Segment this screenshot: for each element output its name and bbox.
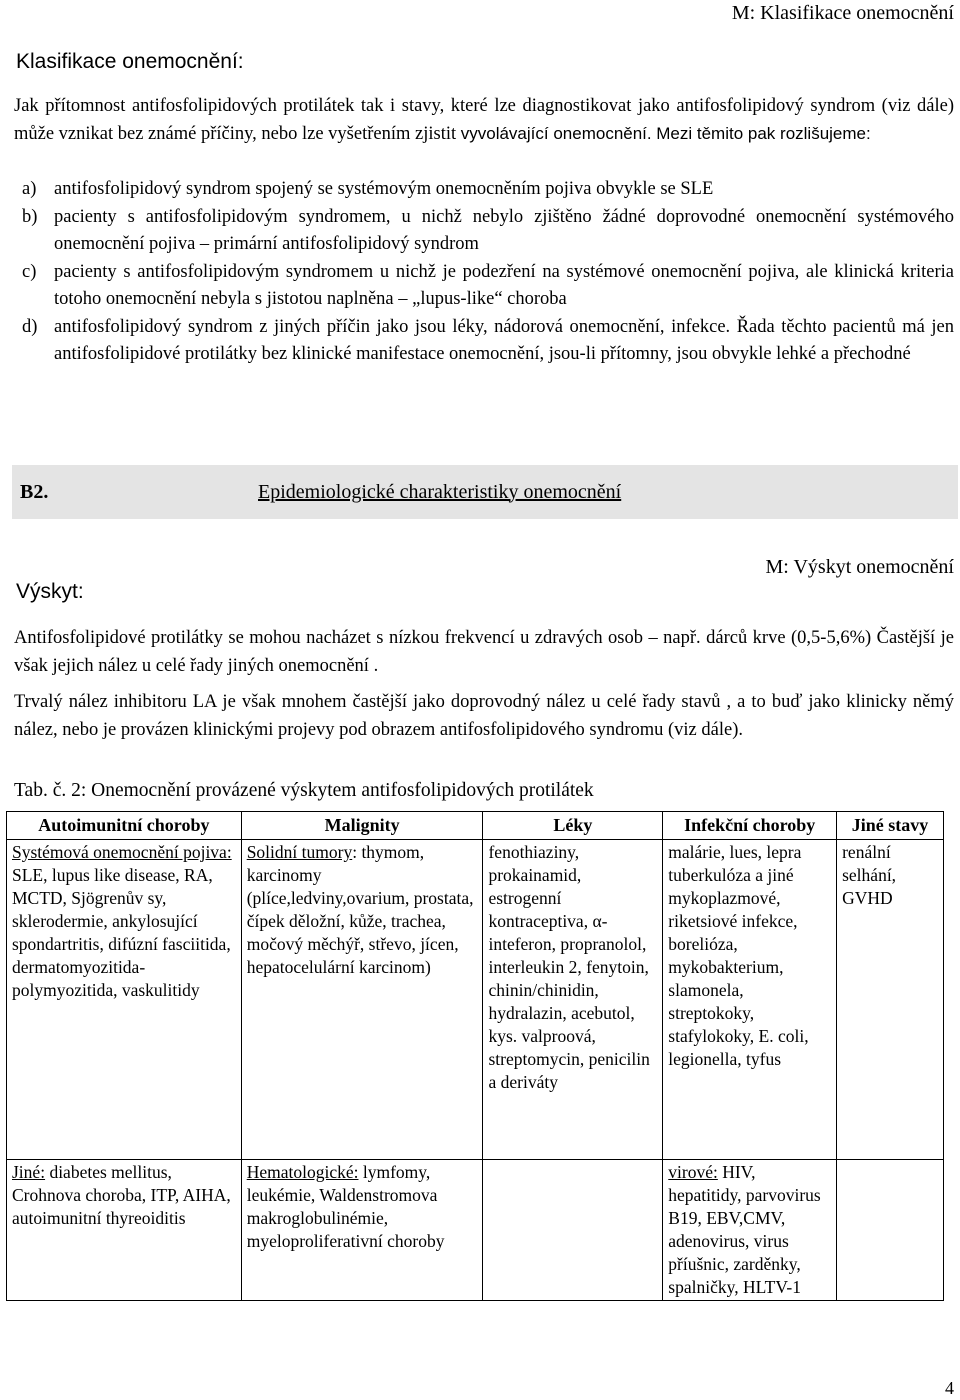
column-header: Jiné stavy [837,812,944,840]
table-cell-malignity [241,840,483,1160]
occurrence-paragraph-1: Antifosfolipidové protilátky se mohou nacházet s nízkou frekvencí u zdravých osob – např. dárců krve (0,5-5,6%) Častější je však jejich nález u celé řady jiných onemocnění . [14,628,954,676]
cell-label: Jiné: [12,1162,46,1182]
cell-label: Solidní tumory [246,842,353,862]
list-item-text: pacienty s antifosfolipidovým syndromem u nichž je podezření na systémové onemocnění pojiva, ale klinická kriteria totoho onemocnění nebyla s jistotou naplněna – „lupus-like“ choroba [54,261,954,309]
list-item [14,204,954,259]
table-cell-autoimmune [7,1160,242,1301]
table-cell-infections: malárie, lues, lepra tuberkulóza a jiné mykoplazmové, riketsiové infekce, borelióza, mykobakterium, slamonela, streptokoky, stafylokoky, E. coli, legionella, tyfus [663,840,837,1160]
table-row [7,840,944,1160]
list-item-text: antifosfolipidový syndrom spojený se systémovým onemocněním pojiva obvykle se SLE [54,179,714,199]
table-cell-other [837,1160,944,1301]
table-cell-drugs [483,1160,663,1301]
table-cell-autoimmune [7,840,242,1160]
cell-text: : thymom, karcinomy (plíce,ledviny,ovarium, prostata, čípek děložní, kůže, trachea, močový měchýř, střevo, jícen, hepatocelulární karcinom) [246,842,474,977]
list-item-label: a) [22,179,37,199]
classification-list [14,176,954,369]
table-cell-infections [663,1160,837,1301]
column-header: Infekční choroby [663,812,837,840]
intro-tail-text: Mezi těmito pak rozlišujeme: [656,124,871,143]
list-item [14,314,954,369]
cell-label: virové: [668,1162,718,1182]
column-header: Léky [483,812,663,840]
table-caption: Tab. č. 2: Onemocnění provázené výskytem antifosfolipidových protilátek [14,780,594,801]
section-header-band [12,465,958,519]
list-item-text: pacienty s antifosfolipidovým syndromem, u nichž nebylo zjištěno žádné doprovodné onemocnění systémového onemocnění pojiva – primární antifosfolipidový syndrom [54,206,954,254]
classification-heading: Klasifikace onemocnění: [16,50,244,73]
occurrence-heading: Výskyt: [16,580,84,603]
conditions-table [6,811,944,1301]
list-item-text: antifosfolipidový syndrom z jiných příčin jako jsou léky, nádorová onemocnění, infekce. Řada těchto pacientů má jen antifosfolipidové protilátky bez klinické manifestace onemocnění, jsou-li přítomny, jsou obvykle lehké a přechodné [54,316,954,364]
table-header-row [7,812,944,840]
cell-text: SLE, lupus like disease, RA, MCTD, Sjögrenův sy, sklerodermie, ankylosující spondartritis, difúzní fasciitida, dermatomyozitida-polymyozitida, vaskulitidy [12,865,231,1000]
column-header: Autoimunitní choroby [7,812,242,840]
intro-text: Jak přítomnost antifosfolipidových protilátek tak i stavy, které lze diagnostikovat jako antifosfolipidový syndrom (viz dále) může vznikat bez známé příčiny, nebo lze vyšetřením zjistit [14,96,954,144]
table-cell-malignity [241,1160,483,1301]
cell-text: diabetes mellitus, Crohnova choroba, ITP, AIHA, autoimunitní thyreoiditis [12,1162,231,1228]
classification-intro [14,92,954,148]
table-cell-other: renální selhání, GVHD [837,840,944,1160]
list-item-label: b) [22,206,38,227]
section-title: Epidemiologické charakteristiky onemocnění [258,480,622,503]
section-number: B2. [20,480,49,503]
list-item-label: c) [22,261,37,282]
occurrence-paragraph-2: Trvalý nález inhibitoru LA je však mnohem častější jako doprovodný nález u celé řady stavů , a to buď jako klinicky němý nález, nebo je provázen klinickými projevy pod obrazem antifosfolipidového syndromu (viz dále). [14,692,954,740]
intro-sans-text: vyvolávající onemocnění. [460,124,652,143]
list-item-label: d) [22,316,38,337]
cell-label: Hematologické: [246,1162,359,1182]
list-item [14,259,954,314]
table-row [7,1160,944,1301]
margin-note-classification: M: Klasifikace onemocnění [731,2,954,24]
page-number: 4 [945,1378,954,1398]
table-cell-drugs: fenothiaziny, prokainamid, estrogenní kontraceptiva, α-inteferon, propranolol, interleukin 2, fenytoin, chinin/chinidin, hydralazin, acebutol, kys. valproová, streptomycin, penicilin a deriváty [483,840,663,1160]
margin-note-occurrence: M: Výskyt onemocnění [765,556,954,578]
list-item [14,176,954,204]
cell-text: lymfomy, leukémie, Waldenstromova makroglobulinémie, myeloproliferativní choroby [246,1162,445,1251]
cell-text: HIV, hepatitidy, parvovirus B19, EBV,CMV, adenovirus, virus příušnic, zarděnky, spalničky, HLTV-1 [668,1162,821,1297]
column-header: Malignity [241,812,483,840]
cell-label: Systémová onemocnění pojiva: [12,842,232,862]
